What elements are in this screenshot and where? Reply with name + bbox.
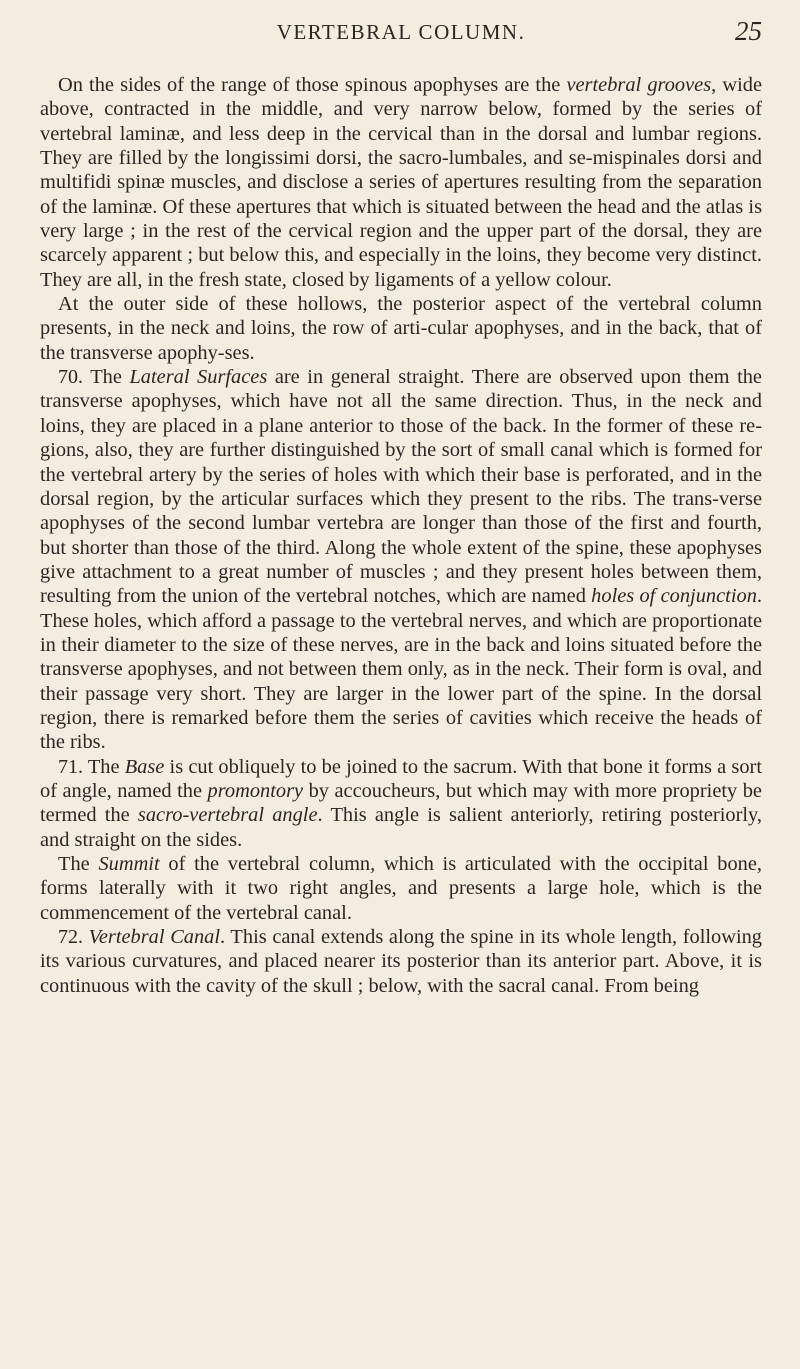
paragraph bbox=[40, 365, 762, 755]
italic-term: holes of conjunction bbox=[591, 585, 757, 608]
text-run: by accoucheurs, but which may with more propriety be termed the bbox=[40, 779, 762, 827]
italic-term: vertebral grooves bbox=[566, 74, 712, 96]
text-run: of the vertebral column, which is articulated with the occipital bone, forms laterally with it two right angles, and presents a large hole, which is the commencement of the vertebral canal. bbox=[40, 853, 762, 924]
body-text bbox=[40, 73, 762, 998]
italic-term: Base bbox=[124, 755, 165, 778]
text-run: At the outer side of these hollows, the posterior aspect of the vertebral column presents, in the neck and loins, the row of arti-cular apophyses, and in the back, that of the transverse apophy-ses. bbox=[40, 293, 762, 364]
running-title: VERTEBRAL COLUMN. bbox=[276, 20, 526, 44]
text-run: , wide above, contracted in the middle, and very narrow below, formed by the series of vertebral laminæ, and less deep in the cervical than in the dorsal and lumbar regions. They are filled by the longissimi dorsi, the sacro-lumbales, and se-mispinales dorsi and multifidi spinæ muscles, and disclose a series of apertures resulting from the separation of the laminæ. Of these apertures that which is situated between the head and the atlas is very large ; in the rest of the cervical region and the upper part of the dorsal, they are scarcely apparent ; but below this, and especially in the loins, they become very distinct. They are all, in the fresh state, closed by ligaments of a yellow colour. bbox=[40, 74, 763, 291]
text-run: The bbox=[58, 853, 99, 875]
italic-term: sacro-vertebral angle bbox=[137, 804, 318, 827]
text-run: are in general straight. There are observed upon them the transverse apophyses, which have not all the same direction. Thus, in the neck and loins, they are placed in a plane anterior to those of the back. In the former of these re-gions, also, they are further distinguished by the sort of small canal which is formed for the vertebral artery by the series of holes with which their base is perforated, and in the dorsal region, by the articular surfaces which they present to the ribs. The trans-verse apophyses of the second lumbar vertebra are longer than those of the first and fourth, but shorter than those of the third. Along the whole extent of the spine, these apophyses give attachment to a great number of muscles ; and they present holes between them, resulting from the union of the vertebral notches, which are named bbox=[40, 366, 762, 608]
page-header bbox=[40, 18, 762, 52]
section-number: 72. bbox=[58, 926, 83, 949]
paragraph bbox=[40, 925, 762, 998]
text-run: The bbox=[87, 755, 125, 778]
text-run: The bbox=[90, 366, 130, 389]
italic-term: Summit bbox=[98, 853, 160, 875]
section-number: 71. bbox=[58, 755, 83, 778]
text-run: . This angle is salient anteriorly, retiring posteriorly, and straight on the sides. bbox=[40, 804, 762, 851]
text-run: is cut obliquely to be joined to the sacrum. With that bone it forms a sort of angle, named the bbox=[40, 755, 762, 802]
italic-term: promontory bbox=[207, 779, 304, 802]
text-run: . This canal extends along the spine in its whole length, following its various curvatures, and placed nearer its posterior than its anterior part. Above, it is continuous with the cavity of the skull ; below, with the sacral canal. From being bbox=[40, 926, 762, 997]
paragraph bbox=[40, 73, 762, 292]
text-run: . These holes, which afford a passage to the vertebral nerves, and which are proportionate in their diameter to the size of these nerves, are in the back and loins situated before the transverse apophyses, and not between them only, as in the neck. Their form is oval, and their passage very short. They are larger in the lower part of the spine. In the dorsal region, there is remarked before them the series of cavities which receive the heads of the ribs. bbox=[40, 585, 762, 754]
paragraph bbox=[40, 755, 762, 852]
italic-term: Lateral Surfaces bbox=[129, 366, 268, 389]
text-run: On the sides of the range of those spinous apophyses are the bbox=[58, 74, 567, 96]
paragraph bbox=[40, 852, 762, 925]
page-number: 25 bbox=[735, 16, 762, 46]
italic-term: Vertebral Canal bbox=[88, 926, 221, 949]
paragraph bbox=[40, 292, 762, 365]
section-number: 70. bbox=[58, 366, 83, 389]
